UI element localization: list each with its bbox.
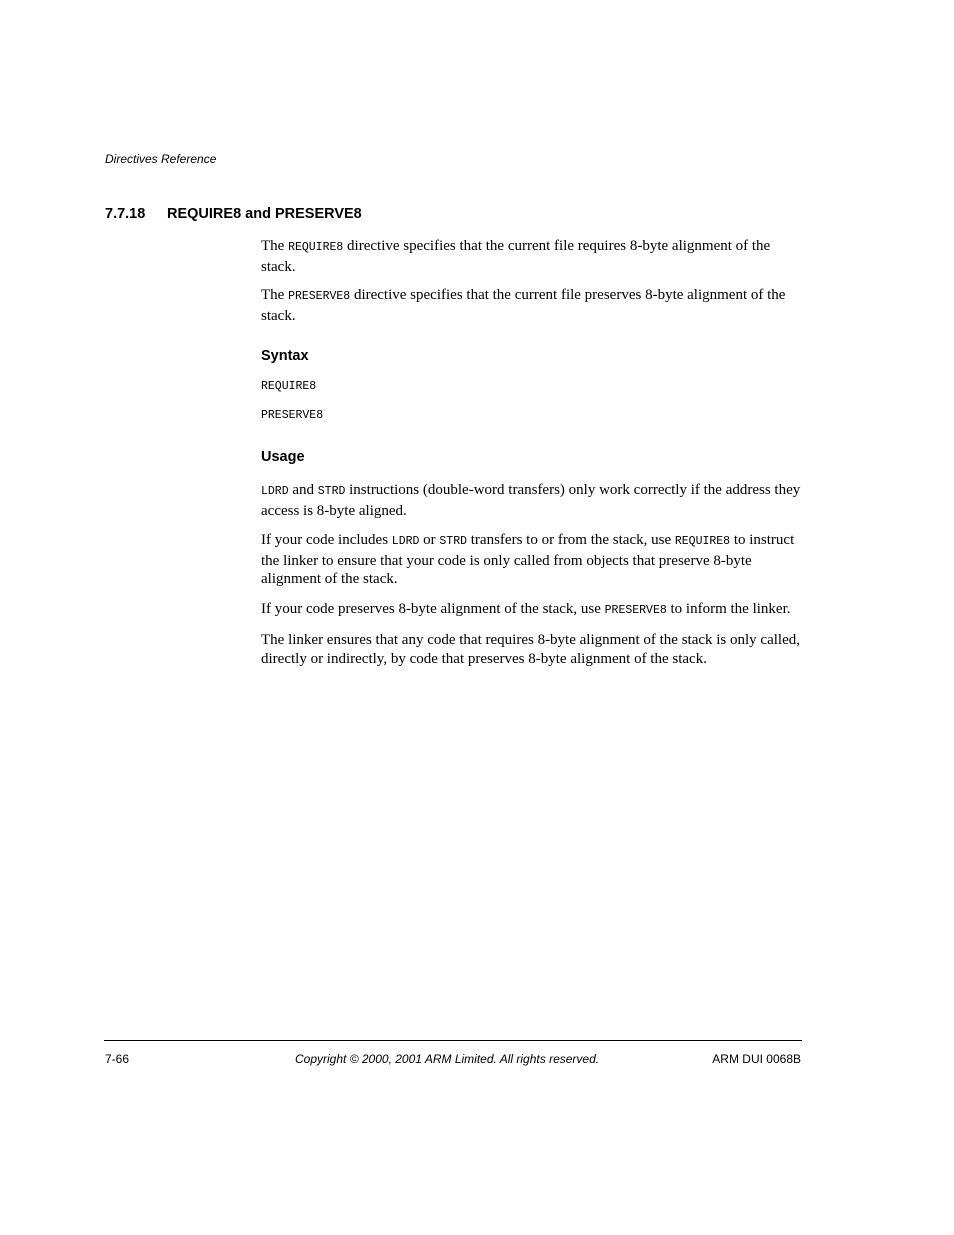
intro-paragraph-1 (261, 237, 806, 276)
text-span: or (419, 532, 440, 548)
text-span: The (261, 238, 289, 254)
usage-paragraph-1 (261, 481, 806, 520)
text-span: directive specifies that the current file preserves 8-byte alignment of the stack. (261, 287, 786, 324)
text-span: The (261, 287, 289, 303)
section-heading (105, 206, 362, 222)
text-span: transfers to or from the stack, use (467, 532, 675, 548)
document-id: ARM DUI 0068B (712, 1052, 801, 1066)
footer-divider (104, 1040, 802, 1041)
code-require8: REQUIRE8 (674, 535, 731, 548)
text-span: to instruct the linker to ensure that your code is only called from objects that preserve 8-byte alignment of the stack. (261, 532, 795, 588)
usage-heading: Usage (261, 449, 305, 465)
code-require8: REQUIRE8 (288, 241, 344, 254)
code-strd: STRD (439, 535, 468, 548)
text-span: The linker ensures that any code that requires 8-byte alignment of the stack is only called, directly or indirectly, by code that preserves 8-byte alignment of the stack. (261, 632, 800, 667)
code-ldrd: LDRD (261, 485, 289, 498)
text-span: and (288, 482, 318, 498)
syntax-line-require8: REQUIRE8 (261, 380, 317, 393)
intro-paragraph-2 (261, 286, 806, 325)
syntax-heading: Syntax (261, 348, 309, 364)
text-span: directive specifies that the current file requires 8-byte alignment of the stack. (261, 238, 771, 275)
usage-paragraph-2 (261, 531, 806, 589)
copyright-notice: Copyright © 2000, 2001 ARM Limited. All rights reserved. (295, 1052, 600, 1066)
usage-paragraph-3 (261, 600, 806, 621)
text-span: to inform the linker. (666, 601, 791, 617)
code-preserve8: PRESERVE8 (604, 604, 667, 617)
page-number: 7-66 (105, 1052, 130, 1066)
text-span: If your code preserves 8-byte alignment of the stack, use (261, 601, 605, 617)
usage-paragraph-4 (261, 631, 806, 668)
code-ldrd: LDRD (391, 535, 420, 548)
syntax-line-preserve8: PRESERVE8 (261, 409, 324, 422)
code-strd: STRD (317, 485, 346, 498)
text-span: If your code includes (261, 532, 392, 548)
code-preserve8: PRESERVE8 (288, 290, 351, 303)
section-title: REQUIRE8 and PRESERVE8 (167, 206, 362, 222)
running-header: Directives Reference (105, 152, 217, 166)
text-span: instructions (double-word transfers) only work correctly if the address they access is 8-byte aligned. (261, 482, 801, 519)
section-number: 7.7.18 (105, 206, 146, 222)
